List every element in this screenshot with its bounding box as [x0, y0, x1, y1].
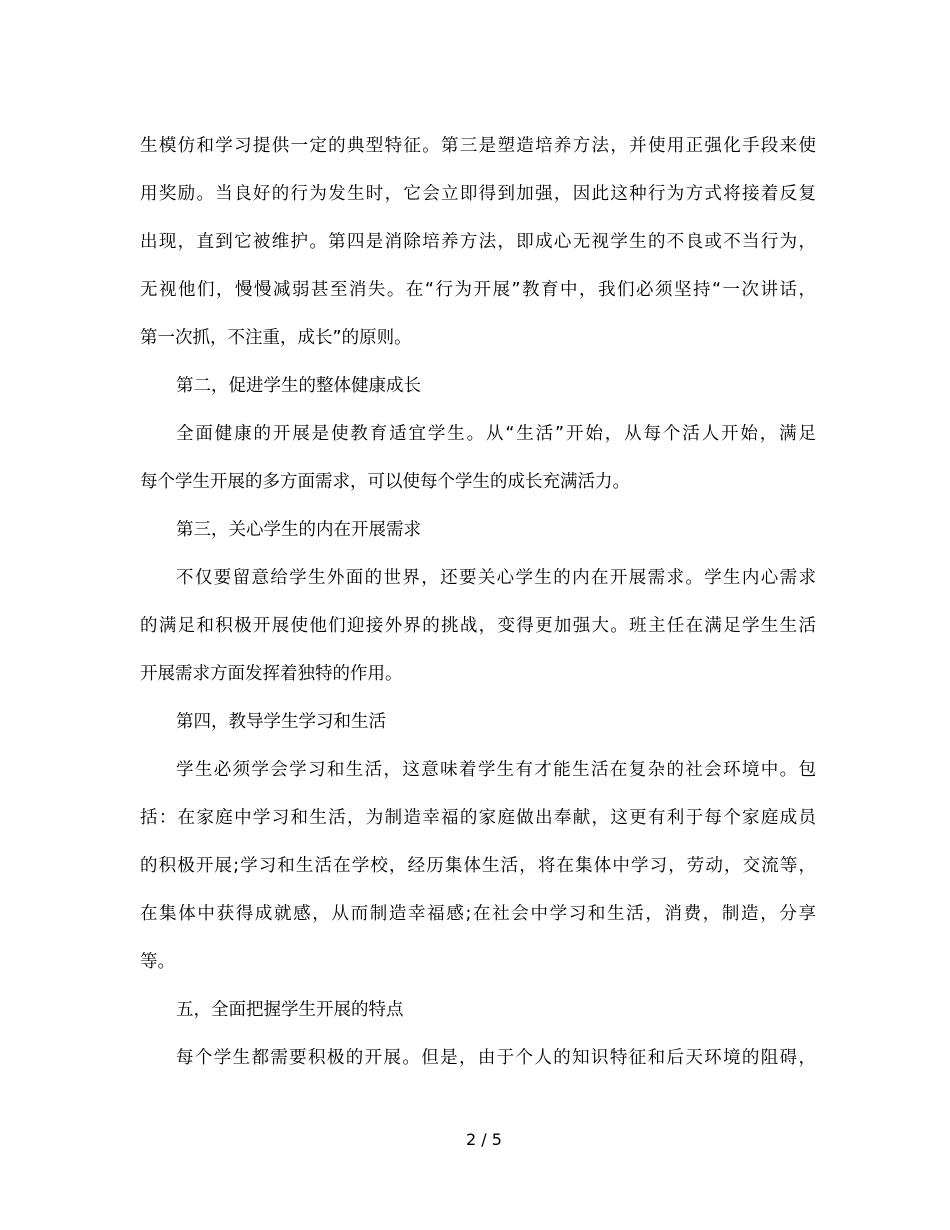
page-number: 2 / 5	[466, 1130, 502, 1149]
section-heading: 五，全面把握学生开展的特点	[176, 1000, 404, 1020]
text-line: 生模仿和学习提供一定的典型特征。第三是塑造培养方法，并使用正强化手段来使	[140, 136, 816, 156]
text-line: 第一次抓，不注重，成长”的原则。	[140, 328, 412, 348]
section-heading: 第三，关心学生的内在开展需求	[176, 520, 421, 540]
text-line: 开展需求方面发挥着独特的作用。	[140, 664, 403, 684]
section-heading: 第四，教导学生学习和生活	[176, 712, 386, 732]
text-line: 的积极开展;学习和生活在学校，经历集体生活，将在集体中学习，劳动，交流等，	[140, 856, 816, 876]
text-line: 无视他们，慢慢减弱甚至消失。在“行为开展”教育中，我们必须坚持“一次讲话，	[140, 280, 816, 300]
text-line: 括：在家庭中学习和生活，为制造幸福的家庭做出奉献，这更有利于每个家庭成员	[140, 808, 816, 828]
section-heading: 第二，促进学生的整体健康成长	[176, 376, 421, 396]
text-line: 等。	[140, 952, 175, 972]
text-line: 在集体中获得成就感，从而制造幸福感;在社会中学习和生活，消费，制造，分享	[140, 904, 816, 924]
document-body	[140, 122, 816, 1082]
text-line: 的满足和积极开展使他们迎接外界的挑战，变得更加强大。班主任在满足学生生活	[140, 616, 816, 636]
text-line: 用奖励。当良好的行为发生时，它会立即得到加强，因此这种行为方式将接着反复	[140, 184, 816, 204]
text-line: 全面健康的开展是使教育适宜学生。从“生活”开始，从每个活人开始，满足	[176, 424, 816, 444]
text-line: 出现，直到它被维护。第四是消除培养方法，即成心无视学生的不良或不当行为，	[140, 232, 816, 252]
text-line: 学生必须学会学习和生活，这意味着学生有才能生活在复杂的社会环境中。包	[176, 760, 816, 780]
text-line: 每个学生都需要积极的开展。但是，由于个人的知识特征和后天环境的阻碍，	[176, 1048, 816, 1068]
text-line: 不仅要留意给学生外面的世界，还要关心学生的内在开展需求。学生内心需求	[176, 568, 816, 588]
text-line: 每个学生开展的多方面需求，可以使每个学生的成长充满活力。	[140, 472, 630, 492]
